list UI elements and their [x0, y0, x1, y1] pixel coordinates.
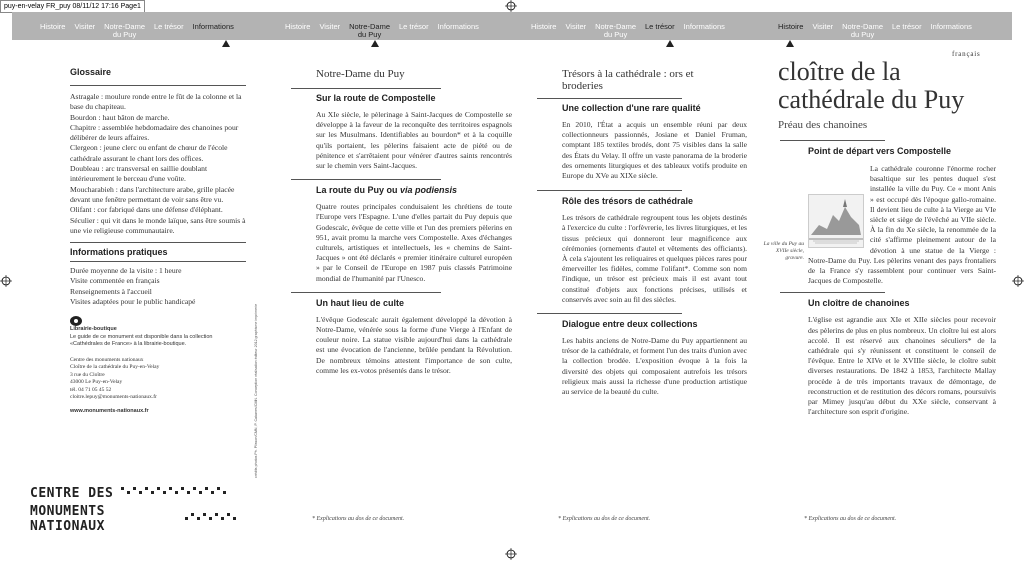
nav-item-visiter[interactable]: Visiter: [74, 22, 96, 31]
address-line: Centre des monuments nationaux: [70, 356, 144, 363]
section-title: Sur la route de Compostelle: [316, 93, 436, 103]
glossary-list: [70, 92, 246, 236]
glossary-entry: Moucharabieh : dans l'architecture arabe, grille placée devant une fenêtre permettant de voir sans être vu.: [70, 184, 235, 204]
divider: [291, 292, 441, 293]
panel-histoire: [808, 146, 996, 417]
address-line: Cloître de la cathédrale du Puy-en-Velay: [70, 364, 160, 371]
divider: [780, 140, 885, 141]
active-indicator-icon: [222, 40, 230, 47]
nav-item-histoire[interactable]: Histoire: [285, 22, 311, 31]
nav-item-visiter[interactable]: Visiter: [812, 22, 834, 31]
section-title: La route du Puy ou via podiensis: [316, 185, 458, 196]
logo-line-1: CENTRE DES: [30, 485, 114, 501]
nav-bar-panel-1: [12, 12, 257, 40]
nav-item-informations[interactable]: Informations: [437, 22, 479, 31]
footnote: * Explications au dos de ce document.: [312, 516, 405, 522]
nav-item-histoire[interactable]: Histoire: [531, 22, 557, 31]
glossary-entry: Chapitre : assemblée hebdomadaire des chanoines pour délibérer de leurs affaires.: [70, 122, 239, 143]
glossary-entry: Olifant : cor fabriqué dans une défense d'éléphant.: [70, 205, 223, 215]
divider: [70, 85, 246, 86]
image-caption: La ville du Puy au XVIIe siècle, gravure.: [763, 241, 804, 261]
divider: [291, 88, 441, 89]
panel-tresor: [562, 68, 747, 397]
nav-bar-panel-2: [257, 12, 507, 40]
section-text: L'église est agrandie aux XIe et XIIe siècles pour recevoir des pèlerins de plus en plus nombreux. Un cloître lui est alors accolé. Il est réservé aux chanoines séculiers* de la cathédrale qui s'y réunissent et constituent le conseil de l'évêque. Entre le XIVe et le XVIIIe siècle, le cloître subit diverses restaurations. De 1842 à 1853, l'architecte Mallay procède à de très importants travaux de démontage, de reconstruction et de restitution des décors romans, poursuivis par Mimey jusqu'au début du XXe siècle, conservant à l'architecture son esprit d'origine.: [808, 315, 996, 417]
glossary-entry: Astragale : moulure ronde entre le fût de la colonne et la base du chapiteau.: [70, 92, 242, 112]
nav-item-visiter[interactable]: Visiter: [565, 22, 587, 31]
engraving-image: [808, 194, 864, 248]
nav-item-tresor[interactable]: Le trésor: [153, 22, 184, 31]
active-indicator-icon: [786, 40, 794, 47]
nav-item-notre-dame[interactable]: Notre-Dame du Puy: [349, 22, 390, 39]
practical-item: Visites adaptées pour le public handicapé: [70, 297, 196, 307]
registration-mark-icon: [505, 548, 517, 560]
accessibility-icon: [70, 313, 82, 323]
nav-item-visiter[interactable]: Visiter: [319, 22, 341, 31]
divider: [780, 292, 885, 293]
panel-title: Trésors à la cathédrale : ors et broderies: [562, 68, 694, 92]
glossary-entry: Séculier : qui vit dans le monde laïque, sans être soumis à une vie religieuse communautaire.: [70, 215, 246, 235]
logo-pattern-icon: [185, 510, 255, 528]
nav-bar-panel-4: [756, 12, 1012, 40]
footnote: * Explications au dos de ce document.: [804, 516, 897, 522]
address-phone: tél. 04 71 05 45 52: [70, 386, 112, 393]
nav-item-histoire[interactable]: Histoire: [778, 22, 804, 31]
credits-vertical: crédits photos Ph. Plisson/CMN, P. Cabanes/CMN. Conception réalisation éditeur 2012 graphisme imprimerie: [254, 303, 258, 478]
section-text: Au XIe siècle, le pèlerinage à Saint-Jacques de Compostelle se développe à la faveur de la reconquête des territoires espagnols sur les Musulmans. Identifiables au bourdon* et à la coquille qu'ils portaient, les pèlerins faisaient acte de piété ou de pénitence et s'arrêtaient pour vénérer d'autres saints rencontrés sur le chemin vers Saint-Jacques.: [316, 110, 512, 171]
section-title: Rôle des trésors de cathédrale: [562, 196, 694, 207]
cmn-logo: [30, 484, 255, 534]
shop-text: Le guide de ce monument est disponible dans la collection «Cathédrales de France» à la librairie-boutique.: [70, 333, 213, 348]
nav-item-tresor[interactable]: Le trésor: [891, 22, 922, 31]
nav-item-informations[interactable]: Informations: [192, 22, 234, 31]
logo-line-2: MONUMENTS NATIONAUX: [30, 504, 105, 534]
section-title: Point de départ vers Compostelle: [808, 146, 952, 156]
nav-item-informations[interactable]: Informations: [930, 22, 972, 31]
language-label: français: [952, 50, 981, 58]
section-title: Un haut lieu de culte: [316, 297, 405, 308]
section-text: L'évêque Godescalc aurait également développé la dévotion à Notre-Dame, vénérée sous la forme d'une Vierge à l'Enfant de couleur noire. La statue visible aujourd'hui dans la cathédrale est une évocation de l'ancienne, brûlée pendant la Révolution. De nombreux témoins attestent l'importance de son culte, comme les ex-votos présentés dans le trésor.: [316, 314, 512, 375]
nav-item-informations[interactable]: Informations: [683, 22, 725, 31]
divider: [70, 242, 246, 243]
section-text: La cathédrale couronne l'énorme rocher basaltique sur les pentes duquel s'est installée la ville du Puy. Ce « mont Anis » est occupé dès l'époque gallo-romaine. Il devient lieu de culte à la Vierge au VIe siècle et siège de l'évêché au VIIe siècle. À la fin du Xe siècle, la renommée de la cité s'affirme pleinement autour de la dévotion à une statue de la Vierge : Notre-Dame du Puy. Les pèlerins venant des pays frontaliers de la France s'y rassemblent pour continuer vers Saint-Jacques de Compostelle.: [808, 164, 996, 286]
main-title: cloître de la cathédrale du Puy: [778, 57, 965, 114]
nav-item-histoire[interactable]: Histoire: [40, 22, 66, 31]
practical-info-title: Informations pratiques: [70, 247, 168, 258]
footnote: * Explications au dos de ce document.: [558, 516, 651, 522]
section-text: Quatre routes principales conduisaient les chrétiens de toute l'Europe vers l'Espagne. L'une d'elles partait du Puy depuis que Godescalc, évêque de cette ville et l'un des premiers pèlerins en 951, avait promu la marche vers Compostelle. Axes d'échanges culturels, artistiques et intellectuels, les « chemins de Saint-Jacques » ont été déclarés « premier itinéraire culturel européen » par le Conseil de l'Europe en 1987 puis classés Patrimoine mondial de l'humanité par l'Unesco.: [316, 202, 512, 283]
registration-mark-icon: [1012, 275, 1024, 287]
divider: [70, 261, 246, 262]
registration-mark-icon: [505, 0, 517, 12]
section-title: Dialogue entre deux collections: [562, 319, 698, 330]
logo-pattern-icon: [121, 484, 241, 502]
divider: [537, 190, 682, 191]
divider: [537, 313, 682, 314]
section-text: En 2010, l'État a acquis un ensemble réuni par deux collectionneurs passionnés, Josiane et Daniel Fruman, comptant 185 textiles brodés, dont 75 visibles dans la salle des États du Velay. Il offre un vaste panorama de la broderie des ornements liturgiques et des tableaux votifs produite en Europe du XVe au XIXe siècle.: [562, 120, 747, 181]
panel-title: Notre-Dame du Puy: [316, 68, 405, 80]
address-line: 3 rue du Cloître: [70, 371, 105, 378]
section-text: Les habits anciens de Notre-Dame du Puy appartiennent au trésor de la cathédrale, et forment l'un des traits d'union avec la collection brodée. L'exposition évoque à la fois la diversité des objets qui composaient autrefois les trésors religieux mais aussi la richesse d'une production artistique au service de la beauté du culte.: [562, 336, 747, 397]
glossary-title: Glossaire: [70, 67, 112, 77]
panel-notre-dame: [316, 68, 512, 376]
registration-mark-icon: [0, 275, 12, 287]
practical-item: Visite commentée en français: [70, 276, 160, 286]
nav-item-notre-dame[interactable]: Notre-Dame du Puy: [104, 22, 145, 39]
nav-bar-panel-3: [507, 12, 756, 40]
nav-item-tresor[interactable]: Le trésor: [398, 22, 429, 31]
address-line: 43000 Le Puy-en-Velay: [70, 379, 123, 386]
subtitle: Préau des chanoines: [778, 119, 868, 131]
address-email[interactable]: cloitre.lepuy@monuments-nationaux.fr: [70, 394, 157, 401]
file-info-label: puy-en-velay FR_puy 08/11/12 17:16 Page1: [0, 0, 145, 13]
shop-title: Librairie-boutique: [70, 326, 117, 333]
practical-item: Renseignements à l'accueil: [70, 286, 152, 296]
section-title: Une collection d'une rare qualité: [562, 103, 701, 113]
nav-item-tresor[interactable]: Le trésor: [644, 22, 675, 31]
glossary-entry: Doubleau : arc transversal en saillie doublant intérieurement le berceau d'une voûte.: [70, 164, 208, 184]
glossary-entry: Clergeon : jeune clerc ou enfant de chœur de l'école cathédrale assurant le chant lors des offices.: [70, 143, 228, 163]
section-text: Les trésors de cathédrale regroupent tous les objets destinés à l'exercice du culte : l'orfèvrerie, les livres liturgiques, et les tissus précieux qui donneront leur magnificence aux cérémonies (ornements d'autel et vêtements des officiants). À cela s'ajoutent les reliquaires et quelques pièces rares pour émerveiller les fidèles, comme l'olifant*. Comme son nom l'indique, un trésor est précieux mais il est avant tout constitué d'objets aux fonctions précises, utilisés et conservés avec soin au fil des siècles.: [562, 213, 747, 304]
glossary-entry: Bourdon : haut bâton de marche.: [70, 112, 170, 122]
divider: [537, 98, 682, 99]
divider: [291, 179, 441, 180]
nav-item-notre-dame[interactable]: Notre-Dame du Puy: [842, 22, 883, 39]
nav-item-notre-dame[interactable]: Notre-Dame du Puy: [595, 22, 636, 39]
active-indicator-icon: [371, 40, 379, 47]
practical-item: Durée moyenne de la visite : 1 heure: [70, 266, 182, 276]
active-indicator-icon: [666, 40, 674, 47]
panel-informations: [70, 67, 246, 415]
section-title: Un cloître de chanoines: [808, 298, 910, 309]
website-link[interactable]: www.monuments-nationaux.fr: [70, 407, 149, 414]
